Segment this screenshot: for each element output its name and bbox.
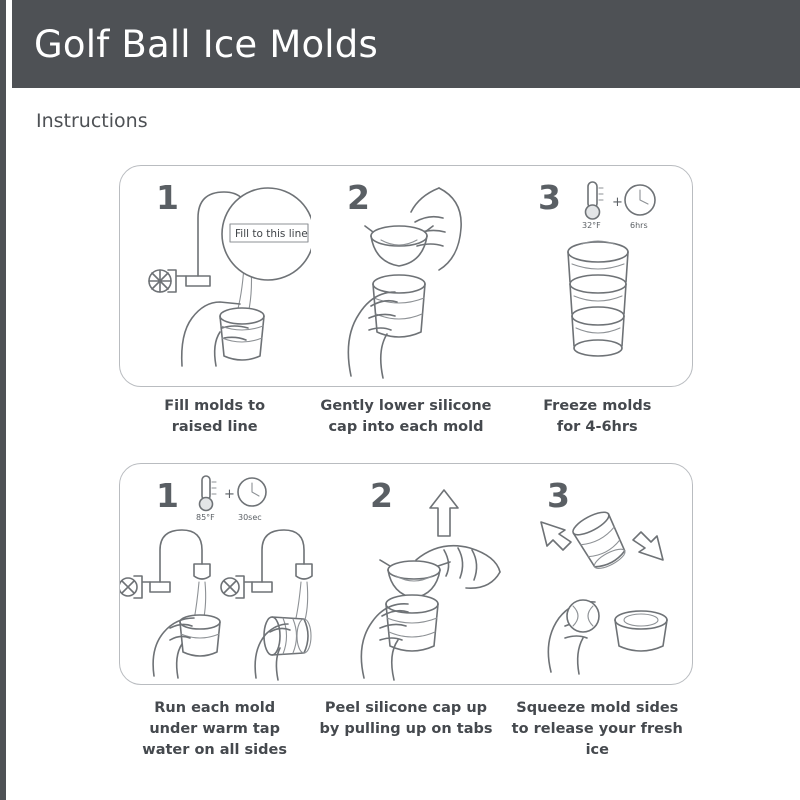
page-title: Golf Ball Ice Molds: [34, 22, 378, 66]
thermometer-icon: [196, 476, 216, 522]
caption-line: Squeeze mold sides: [516, 700, 679, 716]
thermometer-label: 32°F: [582, 221, 601, 230]
caption-2-1: [119, 698, 310, 761]
clock-label: 6hrs: [630, 221, 648, 230]
caption-2-2: [310, 698, 501, 761]
plus-sign: +: [224, 487, 235, 502]
illustration-lower-cap: [311, 166, 502, 388]
step-number: 2: [370, 476, 393, 515]
step-number: 3: [547, 476, 570, 515]
caption-line: to release your fresh: [511, 721, 683, 737]
caption-line: ice: [585, 742, 609, 758]
step-1-1: [120, 166, 311, 386]
step-number: 2: [347, 178, 370, 217]
caption-line: Peel silicone cap up: [324, 700, 488, 716]
caption-1-3: [502, 396, 693, 438]
caption-line: by pulling up on tabs: [319, 721, 493, 737]
step-2-1: [120, 464, 340, 684]
caption-line: cap into each mold: [328, 419, 484, 435]
thermometer-icon: [582, 182, 603, 230]
caption-line: water on all sides: [142, 742, 287, 758]
plus-sign: +: [612, 195, 623, 210]
caption-row-1: [119, 396, 693, 438]
caption-line: Freeze molds: [543, 398, 652, 414]
clock-icon: [238, 478, 266, 522]
caption-1-1: [119, 396, 310, 438]
step-number: 3: [538, 178, 561, 217]
callout-text: Fill to this line: [235, 228, 308, 240]
step-1-3: [502, 166, 694, 386]
caption-line: Fill molds to: [164, 398, 266, 414]
caption-line: Run each mold: [154, 700, 276, 716]
caption-row-2: [119, 698, 693, 761]
page-header: [12, 0, 800, 88]
instruction-panel-1: [119, 165, 693, 387]
step-2-3: [517, 464, 694, 684]
illustration-freeze-stack: [502, 166, 694, 388]
caption-1-2: [310, 396, 501, 438]
illustration-fill-mold: [120, 166, 311, 388]
caption-line: raised line: [171, 419, 258, 435]
instruction-panel-2: [119, 463, 693, 685]
illustration-squeeze-release: [517, 464, 694, 686]
step-2-2: [340, 464, 517, 684]
thermometer-label: 85°F: [196, 513, 215, 522]
caption-line: under warm tap: [149, 721, 280, 737]
step-number: 1: [156, 178, 179, 217]
caption-line: for 4-6hrs: [556, 419, 638, 435]
illustration-warm-water: [120, 464, 340, 686]
clock-label: 30sec: [238, 513, 262, 522]
clock-icon: [625, 185, 655, 230]
section-label: Instructions: [36, 110, 148, 132]
step-number: 1: [156, 476, 179, 515]
caption-2-3: [502, 698, 693, 761]
illustration-peel-cap: [340, 464, 517, 686]
caption-line: Gently lower silicone: [320, 398, 492, 414]
step-1-2: [311, 166, 502, 386]
